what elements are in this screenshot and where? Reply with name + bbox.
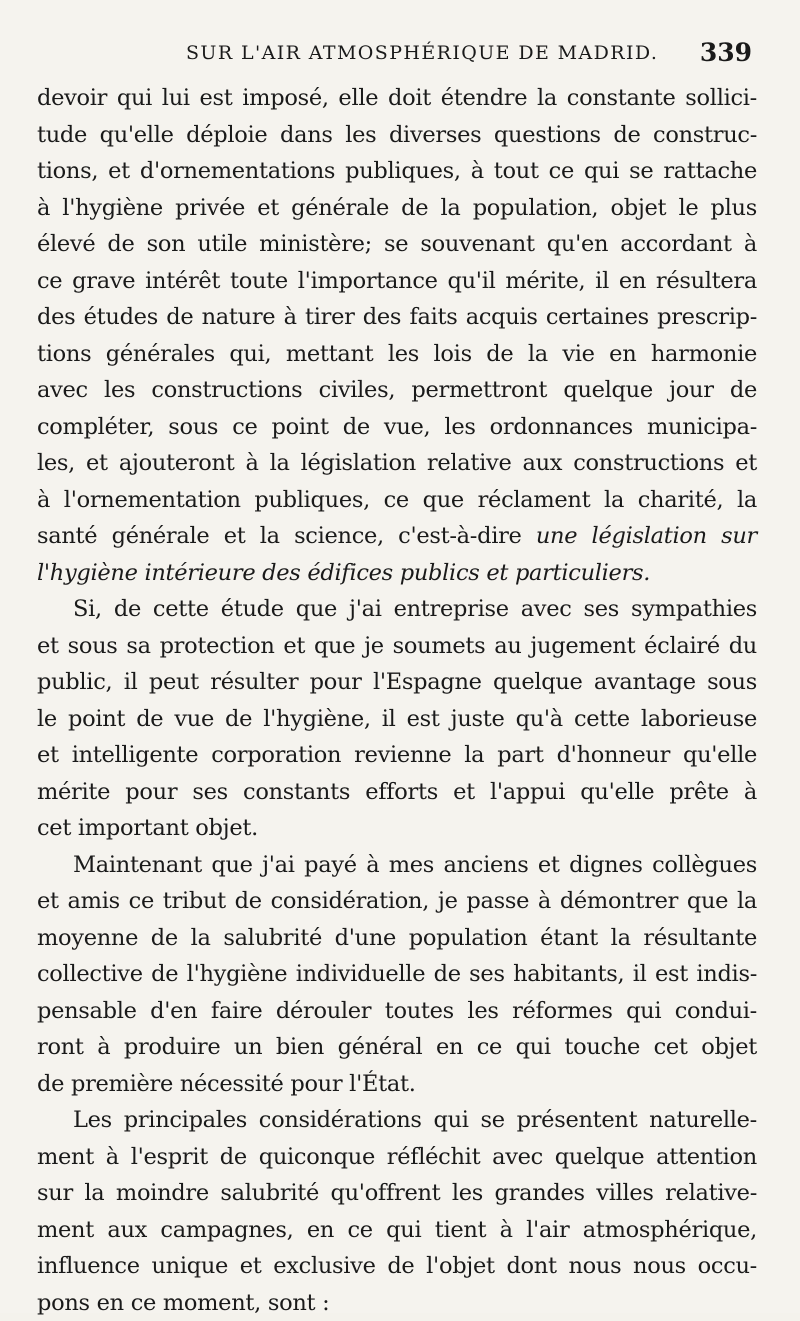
text-line <box>37 555 757 592</box>
body-text <box>37 80 757 1321</box>
page-number: 339 <box>700 38 752 67</box>
text-line: des études de nature à tirer des faits acquis certaines prescrip- <box>37 299 757 336</box>
italic-phrase: l'hygiène intérieure des édifices publics et particuliers. <box>37 560 650 586</box>
text-line: ce grave intérêt toute l'importance qu'il mérite, il en résultera <box>37 263 757 300</box>
text-line: mérite pour ses constants efforts et l'appui qu'elle prête à <box>37 774 757 811</box>
text-line: ment à l'esprit de quiconque réfléchit avec quelque attention <box>37 1139 757 1176</box>
text-line: et sous sa protection et que je soumets au jugement éclairé du <box>37 628 757 665</box>
paragraph-start: Les principales considérations qui se présentent naturelle- <box>37 1102 757 1139</box>
text-line: élevé de son utile ministère; se souvenant qu'en accordant à <box>37 226 757 263</box>
text-line: à l'hygiène privée et générale de la population, objet le plus <box>37 190 757 227</box>
text-line: sur la moindre salubrité qu'offrent les grandes villes relative- <box>37 1175 757 1212</box>
running-header <box>0 42 800 76</box>
paragraph-start: Maintenant que j'ai payé à mes anciens et dignes collègues <box>37 847 757 884</box>
text-line: à l'ornementation publiques, ce que réclament la charité, la <box>37 482 757 519</box>
text-line: influence unique et exclusive de l'objet dont nous nous occu- <box>37 1248 757 1285</box>
text-line: et amis ce tribut de considération, je passe à démontrer que la <box>37 883 757 920</box>
text-line: ront à produire un bien général en ce qui touche cet objet <box>37 1029 757 1066</box>
text-line: cet important objet. <box>37 810 757 847</box>
text-line: santé générale et la science, c'est-à-dire une législation sur <box>37 518 757 555</box>
italic-phrase: une législation sur <box>536 523 757 549</box>
text-line: tions, et d'ornementations publiques, à tout ce qui se rattache <box>37 153 757 190</box>
text-line: les, et ajouteront à la législation relative aux constructions et <box>37 445 757 482</box>
text-line: avec les constructions civiles, permettront quelque jour de <box>37 372 757 409</box>
text-line: de première nécessité pour l'État. <box>37 1066 757 1103</box>
text-line: collective de l'hygiène individuelle de ses habitants, il est indis- <box>37 956 757 993</box>
text-line: moyenne de la salubrité d'une population étant la résultante <box>37 920 757 957</box>
text-line: pons en ce moment, sont : <box>37 1285 757 1321</box>
text-line: et intelligente corporation revienne la part d'honneur qu'elle <box>37 737 757 774</box>
text-line: public, il peut résulter pour l'Espagne quelque avantage sous <box>37 664 757 701</box>
text-line: compléter, sous ce point de vue, les ordonnances municipa- <box>37 409 757 446</box>
running-title: SUR L'AIR ATMOSPHÉRIQUE DE MADRID. <box>186 42 658 64</box>
text-line: devoir qui lui est imposé, elle doit étendre la constante sollici- <box>37 80 757 117</box>
text-line: le point de vue de l'hygiène, il est juste qu'à cette laborieuse <box>37 701 757 738</box>
text-line: tude qu'elle déploie dans les diverses questions de construc- <box>37 117 757 154</box>
text-line: ment aux campagnes, en ce qui tient à l'air atmosphérique, <box>37 1212 757 1249</box>
text-line: pensable d'en faire dérouler toutes les réformes qui condui- <box>37 993 757 1030</box>
text-line: tions générales qui, mettant les lois de la vie en harmonie <box>37 336 757 373</box>
paragraph-start: Si, de cette étude que j'ai entreprise avec ses sympathies <box>37 591 757 628</box>
